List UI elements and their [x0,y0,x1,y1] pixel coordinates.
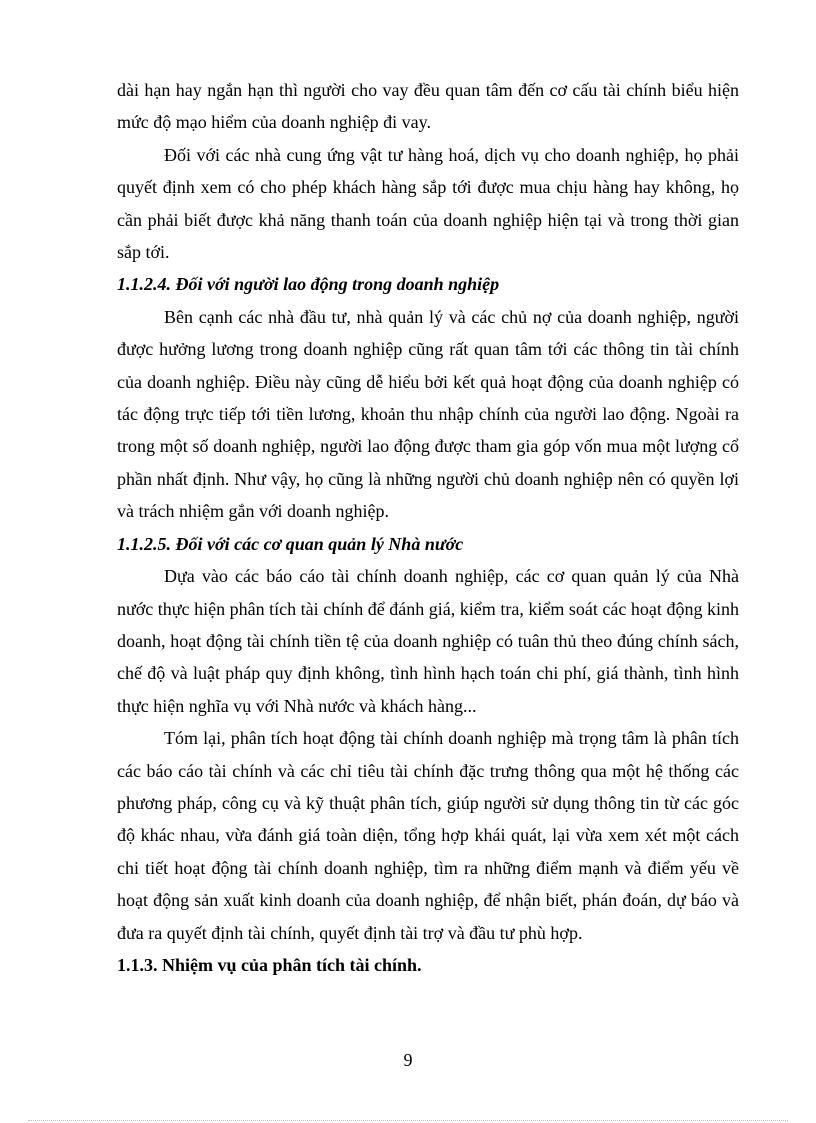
page-body [117,74,739,981]
paragraph-summary: Tóm lại, phân tích hoạt động tài chính doanh nghiệp mà trọng tâm là phân tích các báo cáo tài chính và các chỉ tiêu tài chính đặc trưng thông qua một hệ thống các phương pháp, công cụ và kỹ thuật phân tích, giúp người sử dụng thông tin từ các góc độ khác nhau, vừa đánh giá toàn diện, tổng hợp khái quát, lại vừa xem xét một cách chi tiết hoạt động tài chính doanh nghiệp, tìm ra những điểm mạnh và điểm yếu về hoạt động sản xuất kinh doanh của doanh nghiệp, để nhận biết, phán đoán, dự báo và đưa ra quyết định tài chính, quyết định tài trợ và đầu tư phù hợp. [117,728,739,943]
paragraph-employees: Bên cạnh các nhà đầu tư, nhà quản lý và các chủ nợ của doanh nghiệp, người được hưởng lương trong doanh nghiệp cũng rất quan tâm tới các thông tin tài chính của doanh nghiệp. Điều này cũng dễ hiểu bởi kết quả hoạt động của doanh nghiệp có tác động trực tiếp tới tiền lương, khoản thu nhập chính của người lao động. Ngoài ra trong một số doanh nghiệp, người lao động được tham gia góp vốn mua một lượng cổ phần nhất định. Như vậy, họ cũng là những người chủ doanh nghiệp nên có quyền lợi và trách nhiệm gắn với doanh nghiệp. [117,306,739,522]
section-heading-employees: 1.1.2.4. Đối với người lao động trong doanh nghiệp [117,274,500,295]
section-heading-state-agencies: 1.1.2.5. Đối với các cơ quan quản lý Nhà nước [117,533,464,554]
paragraph-suppliers: Đối với các nhà cung ứng vật tư hàng hoá, dịch vụ cho doanh nghiệp, họ phải quyết định xem có cho phép khách hàng sắp tới được mua chịu hàng hay không, họ cần phải biết được khả năng thanh toán của doanh nghiệp hiện tại và trong thời gian sắp tới. [117,144,739,263]
page-bottom-divider [28,1120,788,1121]
paragraph-continuation: dài hạn hay ngắn hạn thì người cho vay đều quan tâm đến cơ cấu tài chính biểu hiện mức độ mạo hiểm của doanh nghiệp đi vay. [117,80,739,133]
section-heading-tasks: 1.1.3. Nhiệm vụ của phân tích tài chính. [117,954,422,975]
page-number: 9 [403,1050,413,1070]
paragraph-state-agencies: Dựa vào các báo cáo tài chính doanh nghiệp, các cơ quan quản lý của Nhà nước thực hiện phân tích tài chính để đánh giá, kiểm tra, kiểm soát các hoạt động kinh doanh, hoạt động tài chính tiền tệ của doanh nghiệp có tuân thủ theo đúng chính sách, chế độ và luật pháp quy định không, tình hình hạch toán chi phí, giá thành, tình hình thực hiện nghĩa vụ với Nhà nước và khách hàng... [117,566,739,716]
